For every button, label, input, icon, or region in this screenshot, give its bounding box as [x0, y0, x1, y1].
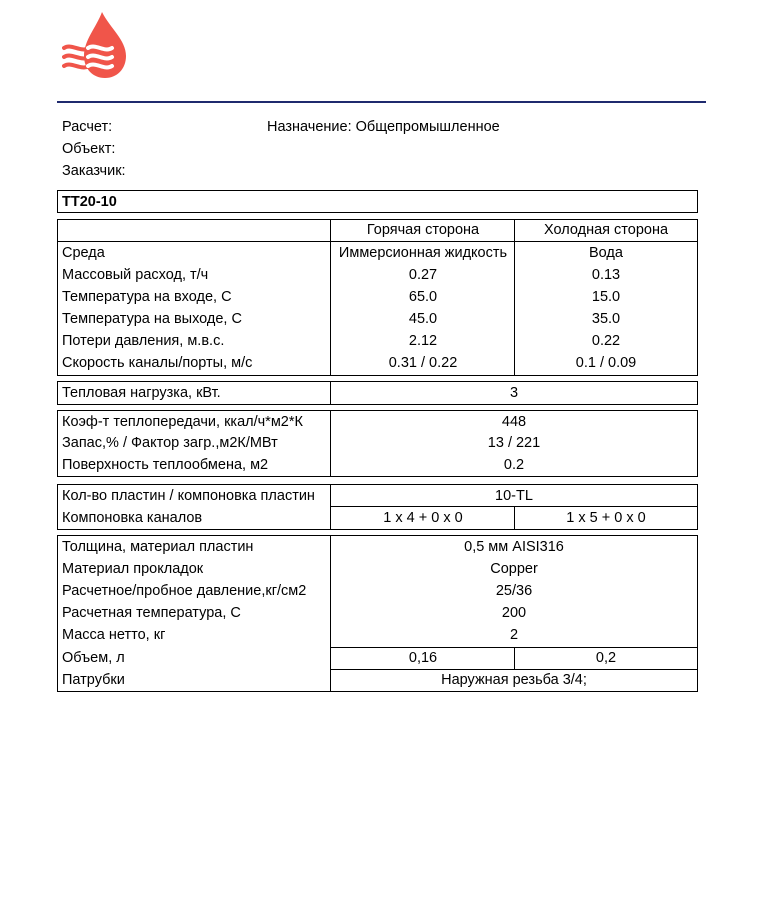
- table-row: [58, 647, 697, 669]
- row-value: 2: [509, 627, 519, 643]
- cold-value: 0,2: [595, 650, 617, 666]
- row-label: Кол-во пластин / компоновка пластин: [62, 488, 315, 504]
- hot-value: 0.31 / 0.22: [388, 355, 458, 371]
- row-value: 448: [501, 414, 527, 430]
- raschet-label: Расчет:: [62, 119, 113, 135]
- cold-value: 35.0: [591, 311, 621, 327]
- table-row: [58, 411, 697, 433]
- row-value: Copper: [490, 561, 538, 577]
- row-label: Материал прокладок: [62, 561, 204, 577]
- hot-value: 45.0: [408, 311, 438, 327]
- header-rule: [57, 101, 706, 103]
- table-row: [58, 352, 697, 374]
- row-label: Массовый расход, т/ч: [62, 267, 209, 283]
- heat-load-box: [57, 381, 698, 405]
- row-label: Расчетная температура, С: [62, 605, 241, 621]
- row-label: Объем, л: [62, 650, 125, 666]
- model-title: TT20-10: [62, 194, 117, 210]
- row-label: Толщина, материал пластин: [62, 539, 254, 555]
- row-label: Масса нетто, кг: [62, 627, 166, 643]
- hot-value: 65.0: [408, 289, 438, 305]
- cold-value: 15.0: [591, 289, 621, 305]
- row-label: Компоновка каналов: [62, 510, 203, 526]
- model-box: [57, 190, 698, 213]
- table-row: [58, 602, 697, 624]
- row-label: Коэф-т теплопередачи, ккал/ч*м2*К: [62, 414, 303, 430]
- table-row: [58, 507, 697, 529]
- row-label: Температура на выходе, С: [62, 311, 242, 327]
- zakazchik-label: Заказчик:: [62, 163, 126, 179]
- table-row: [58, 308, 697, 330]
- plates-count-value: 10-TL: [495, 488, 533, 504]
- table-row: [58, 536, 697, 558]
- hot-value: Иммерсионная жидкость: [338, 245, 508, 261]
- plates-table: [57, 484, 698, 530]
- sides-table: [57, 219, 698, 376]
- specs-table: [57, 535, 698, 692]
- table-row: [58, 286, 697, 308]
- table-row: [58, 558, 697, 580]
- naznachenie-text: Назначение: Общепромышленное: [267, 119, 500, 135]
- table-row: [58, 580, 697, 602]
- table-row: [58, 485, 697, 507]
- hot-value: 0.27: [408, 267, 438, 283]
- cold-value: 0.22: [591, 333, 621, 349]
- table-row: [58, 264, 697, 286]
- row-label: Скорость каналы/порты, м/с: [62, 355, 253, 371]
- table-row: [58, 454, 697, 476]
- row-label: Поверхность теплообмена, м2: [62, 457, 269, 473]
- cold-value: Вода: [589, 245, 623, 261]
- row-value: 0.2: [503, 457, 525, 473]
- row-label: Патрубки: [62, 672, 125, 688]
- company-logo-icon: [62, 10, 128, 80]
- hot-value: 0,16: [408, 650, 438, 666]
- row-value: 200: [501, 605, 527, 621]
- cold-value: 1 x 5 + 0 x 0: [566, 510, 646, 526]
- table-row: [58, 330, 697, 352]
- table-row: [58, 242, 697, 264]
- coeff-table: [57, 410, 698, 477]
- hot-side-header: Горячая сторона: [366, 222, 480, 238]
- cold-value: 0.1 / 0.09: [575, 355, 637, 371]
- cold-side-header: Холодная сторона: [543, 222, 669, 238]
- table-row: [58, 432, 697, 454]
- row-label: Запас,% / Фактор загр.,м2К/МВт: [62, 435, 278, 451]
- hot-value: 2.12: [408, 333, 438, 349]
- row-value: Наружная резьба 3/4;: [441, 672, 587, 688]
- table-row: [58, 669, 697, 691]
- hot-value: 1 x 4 + 0 x 0: [383, 510, 463, 526]
- obekt-label: Объект:: [62, 141, 116, 157]
- row-label: Расчетное/пробное давление,кг/см2: [62, 583, 307, 599]
- table-row: [58, 624, 697, 646]
- row-value: 0,5 мм AISI316: [464, 539, 564, 555]
- row-label: Среда: [62, 245, 105, 261]
- sides-header-row: [58, 219, 697, 241]
- row-label: Температура на входе, С: [62, 289, 232, 305]
- row-value: 13 / 221: [487, 435, 541, 451]
- heat-load-label: Тепловая нагрузка, кВт.: [62, 385, 221, 401]
- heat-load-value: 3: [509, 385, 519, 401]
- cold-value: 0.13: [591, 267, 621, 283]
- row-value: 25/36: [495, 583, 533, 599]
- row-label: Потери давления, м.в.с.: [62, 333, 225, 349]
